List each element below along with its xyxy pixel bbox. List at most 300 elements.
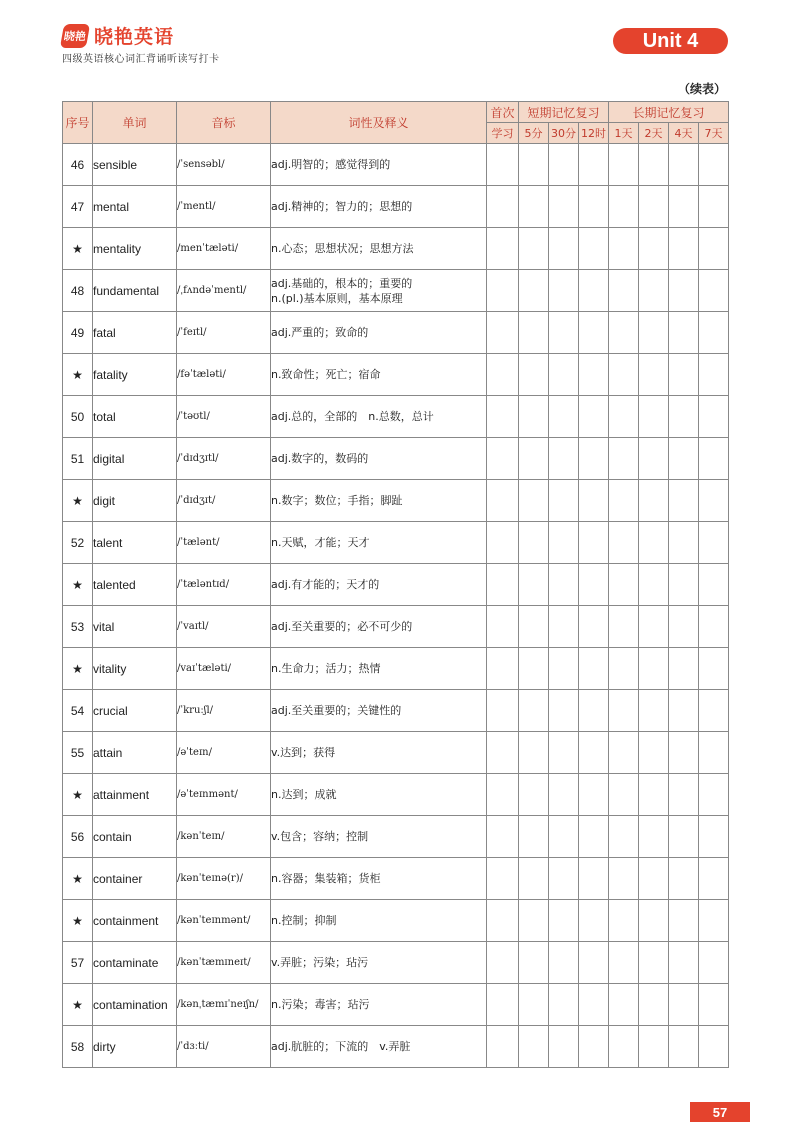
review-checkbox-cell[interactable] bbox=[487, 522, 519, 564]
row-number: ★ bbox=[63, 858, 93, 900]
review-checkbox-cell[interactable] bbox=[639, 480, 669, 522]
word-cell: fatal bbox=[93, 312, 177, 354]
word-cell: contamination bbox=[93, 984, 177, 1026]
review-checkbox-cell[interactable] bbox=[639, 438, 669, 480]
phonetic-cell: /ˈtəʊtl/ bbox=[177, 396, 271, 438]
phonetic-cell: /kənˈteɪnmənt/ bbox=[177, 900, 271, 942]
table-row bbox=[63, 144, 729, 186]
definition-cell bbox=[271, 438, 487, 480]
review-checkbox-cell[interactable] bbox=[609, 480, 639, 522]
review-checkbox-cell[interactable] bbox=[609, 858, 639, 900]
review-checkbox-cell[interactable] bbox=[669, 690, 699, 732]
table-row bbox=[63, 228, 729, 270]
definition-cell bbox=[271, 690, 487, 732]
row-number: ★ bbox=[63, 984, 93, 1026]
continued-label: （续表） bbox=[678, 82, 727, 96]
review-checkbox-cell[interactable] bbox=[579, 522, 609, 564]
header-first: 首次 bbox=[487, 102, 519, 123]
review-checkbox-cell[interactable] bbox=[487, 228, 519, 270]
table-row bbox=[63, 396, 729, 438]
review-checkbox-cell[interactable] bbox=[669, 228, 699, 270]
review-checkbox-cell[interactable] bbox=[487, 270, 519, 312]
review-checkbox-cell[interactable] bbox=[699, 438, 729, 480]
word-cell: mentality bbox=[93, 228, 177, 270]
review-checkbox-cell[interactable] bbox=[487, 144, 519, 186]
definition-cell bbox=[271, 1026, 487, 1068]
review-checkbox-cell[interactable] bbox=[699, 480, 729, 522]
definition-cell bbox=[271, 564, 487, 606]
review-checkbox-cell[interactable] bbox=[639, 648, 669, 690]
definition-line: v.包含；容纳；控制 bbox=[271, 830, 369, 843]
row-number: ★ bbox=[63, 900, 93, 942]
definition-line: adj.至关重要的；必不可少的 bbox=[271, 620, 413, 633]
review-checkbox-cell[interactable] bbox=[699, 774, 729, 816]
table-row bbox=[63, 522, 729, 564]
review-checkbox-cell[interactable] bbox=[549, 774, 579, 816]
phonetic-cell: /ˈtælənt/ bbox=[177, 522, 271, 564]
review-checkbox-cell[interactable] bbox=[609, 816, 639, 858]
review-checkbox-cell[interactable] bbox=[487, 396, 519, 438]
review-checkbox-cell[interactable] bbox=[639, 186, 669, 228]
review-checkbox-cell[interactable] bbox=[609, 648, 639, 690]
review-checkbox-cell[interactable] bbox=[519, 606, 549, 648]
table-row bbox=[63, 690, 729, 732]
review-checkbox-cell[interactable] bbox=[639, 774, 669, 816]
review-checkbox-cell[interactable] bbox=[487, 312, 519, 354]
definition-cell bbox=[271, 648, 487, 690]
definition-line: adj.明智的；感觉得到的 bbox=[271, 158, 391, 171]
review-checkbox-cell[interactable] bbox=[579, 144, 609, 186]
review-checkbox-cell[interactable] bbox=[519, 438, 549, 480]
review-checkbox-cell[interactable] bbox=[699, 858, 729, 900]
review-checkbox-cell[interactable] bbox=[487, 900, 519, 942]
review-checkbox-cell[interactable] bbox=[699, 732, 729, 774]
review-checkbox-cell[interactable] bbox=[669, 396, 699, 438]
review-checkbox-cell[interactable] bbox=[519, 564, 549, 606]
review-checkbox-cell[interactable] bbox=[519, 774, 549, 816]
row-number: 51 bbox=[63, 438, 93, 480]
phonetic-cell: /ˈtæləntɪd/ bbox=[177, 564, 271, 606]
header-meaning: 词性及释义 bbox=[271, 102, 487, 144]
review-checkbox-cell[interactable] bbox=[519, 858, 549, 900]
header-long-review: 长期记忆复习 bbox=[609, 102, 729, 123]
review-checkbox-cell[interactable] bbox=[519, 648, 549, 690]
definition-cell bbox=[271, 396, 487, 438]
review-checkbox-cell[interactable] bbox=[549, 438, 579, 480]
row-number: ★ bbox=[63, 564, 93, 606]
review-checkbox-cell[interactable] bbox=[669, 480, 699, 522]
word-cell: attain bbox=[93, 732, 177, 774]
review-checkbox-cell[interactable] bbox=[699, 186, 729, 228]
review-checkbox-cell[interactable] bbox=[519, 480, 549, 522]
review-checkbox-cell[interactable] bbox=[609, 228, 639, 270]
review-checkbox-cell[interactable] bbox=[669, 354, 699, 396]
review-checkbox-cell[interactable] bbox=[549, 312, 579, 354]
word-cell: digit bbox=[93, 480, 177, 522]
review-checkbox-cell[interactable] bbox=[699, 228, 729, 270]
review-checkbox-cell[interactable] bbox=[519, 942, 549, 984]
review-checkbox-cell[interactable] bbox=[549, 942, 579, 984]
row-number: 46 bbox=[63, 144, 93, 186]
row-number: 55 bbox=[63, 732, 93, 774]
review-checkbox-cell[interactable] bbox=[609, 186, 639, 228]
word-cell: fatality bbox=[93, 354, 177, 396]
word-cell: attainment bbox=[93, 774, 177, 816]
review-checkbox-cell[interactable] bbox=[699, 396, 729, 438]
word-cell: mental bbox=[93, 186, 177, 228]
review-checkbox-cell[interactable] bbox=[579, 438, 609, 480]
review-checkbox-cell[interactable] bbox=[699, 1026, 729, 1068]
definition-cell bbox=[271, 606, 487, 648]
book-subtitle: 四级英语核心词汇背诵听读写打卡 bbox=[62, 54, 220, 65]
review-checkbox-cell[interactable] bbox=[639, 732, 669, 774]
brand-logo bbox=[62, 22, 174, 49]
review-checkbox-cell[interactable] bbox=[699, 522, 729, 564]
review-checkbox-cell[interactable] bbox=[609, 144, 639, 186]
definition-line: n.生命力；活力；热情 bbox=[271, 662, 381, 675]
header-interval: 30分 bbox=[549, 123, 579, 144]
review-checkbox-cell[interactable] bbox=[609, 942, 639, 984]
definition-line: adj.数字的，数码的 bbox=[271, 452, 369, 465]
review-checkbox-cell[interactable] bbox=[609, 606, 639, 648]
review-checkbox-cell[interactable] bbox=[549, 228, 579, 270]
review-checkbox-cell[interactable] bbox=[549, 522, 579, 564]
review-checkbox-cell[interactable] bbox=[699, 942, 729, 984]
definition-line: adj.基础的，根本的；重要的 bbox=[271, 276, 413, 290]
review-checkbox-cell[interactable] bbox=[549, 354, 579, 396]
phonetic-cell: /fəˈtæləti/ bbox=[177, 354, 271, 396]
row-number: ★ bbox=[63, 354, 93, 396]
review-checkbox-cell[interactable] bbox=[487, 774, 519, 816]
review-checkbox-cell[interactable] bbox=[579, 648, 609, 690]
review-checkbox-cell[interactable] bbox=[519, 816, 549, 858]
review-checkbox-cell[interactable] bbox=[669, 942, 699, 984]
review-checkbox-cell[interactable] bbox=[549, 186, 579, 228]
review-checkbox-cell[interactable] bbox=[609, 396, 639, 438]
review-checkbox-cell[interactable] bbox=[519, 354, 549, 396]
header-no: 序号 bbox=[63, 102, 93, 144]
review-checkbox-cell[interactable] bbox=[609, 900, 639, 942]
row-number: 47 bbox=[63, 186, 93, 228]
review-checkbox-cell[interactable] bbox=[549, 648, 579, 690]
word-cell: container bbox=[93, 858, 177, 900]
review-checkbox-cell[interactable] bbox=[549, 858, 579, 900]
review-checkbox-cell[interactable] bbox=[549, 690, 579, 732]
definition-cell bbox=[271, 774, 487, 816]
review-checkbox-cell[interactable] bbox=[487, 564, 519, 606]
word-cell: talent bbox=[93, 522, 177, 564]
row-number: 58 bbox=[63, 1026, 93, 1068]
definition-line: n.控制；抑制 bbox=[271, 914, 337, 927]
review-checkbox-cell[interactable] bbox=[579, 270, 609, 312]
word-cell: talented bbox=[93, 564, 177, 606]
review-checkbox-cell[interactable] bbox=[519, 186, 549, 228]
review-checkbox-cell[interactable] bbox=[549, 270, 579, 312]
review-checkbox-cell[interactable] bbox=[487, 1026, 519, 1068]
phonetic-cell: /ˈvaɪtl/ bbox=[177, 606, 271, 648]
review-checkbox-cell[interactable] bbox=[579, 480, 609, 522]
review-checkbox-cell[interactable] bbox=[639, 942, 669, 984]
review-checkbox-cell[interactable] bbox=[639, 228, 669, 270]
review-checkbox-cell[interactable] bbox=[549, 144, 579, 186]
review-checkbox-cell[interactable] bbox=[669, 858, 699, 900]
page-number: 57 bbox=[690, 1102, 750, 1122]
review-checkbox-cell[interactable] bbox=[699, 900, 729, 942]
review-checkbox-cell[interactable] bbox=[487, 816, 519, 858]
review-checkbox-cell[interactable] bbox=[519, 732, 549, 774]
table-row bbox=[63, 858, 729, 900]
table-row bbox=[63, 354, 729, 396]
definition-line: n.心态；思想状况；思想方法 bbox=[271, 242, 414, 255]
word-cell: fundamental bbox=[93, 270, 177, 312]
review-checkbox-cell[interactable] bbox=[699, 690, 729, 732]
phonetic-cell: /ˌfʌndəˈmentl/ bbox=[177, 270, 271, 312]
table-row bbox=[63, 186, 729, 228]
word-cell: total bbox=[93, 396, 177, 438]
review-checkbox-cell[interactable] bbox=[639, 984, 669, 1026]
phonetic-cell: /ˈfeɪtl/ bbox=[177, 312, 271, 354]
review-checkbox-cell[interactable] bbox=[669, 1026, 699, 1068]
review-checkbox-cell[interactable] bbox=[487, 438, 519, 480]
review-checkbox-cell[interactable] bbox=[609, 438, 639, 480]
review-checkbox-cell[interactable] bbox=[669, 312, 699, 354]
definition-cell bbox=[271, 858, 487, 900]
review-checkbox-cell[interactable] bbox=[639, 312, 669, 354]
review-checkbox-cell[interactable] bbox=[519, 144, 549, 186]
row-number: 54 bbox=[63, 690, 93, 732]
review-checkbox-cell[interactable] bbox=[487, 648, 519, 690]
table-row bbox=[63, 942, 729, 984]
review-checkbox-cell[interactable] bbox=[579, 312, 609, 354]
review-checkbox-cell[interactable] bbox=[579, 732, 609, 774]
review-checkbox-cell[interactable] bbox=[609, 354, 639, 396]
review-checkbox-cell[interactable] bbox=[487, 606, 519, 648]
review-checkbox-cell[interactable] bbox=[699, 144, 729, 186]
review-checkbox-cell[interactable] bbox=[487, 942, 519, 984]
review-checkbox-cell[interactable] bbox=[579, 1026, 609, 1068]
review-checkbox-cell[interactable] bbox=[549, 396, 579, 438]
row-number: ★ bbox=[63, 648, 93, 690]
review-checkbox-cell[interactable] bbox=[609, 984, 639, 1026]
definition-cell bbox=[271, 480, 487, 522]
review-checkbox-cell[interactable] bbox=[639, 396, 669, 438]
review-checkbox-cell[interactable] bbox=[669, 144, 699, 186]
definition-cell bbox=[271, 522, 487, 564]
table-row bbox=[63, 606, 729, 648]
review-checkbox-cell[interactable] bbox=[699, 816, 729, 858]
review-checkbox-cell[interactable] bbox=[609, 1026, 639, 1068]
word-cell: digital bbox=[93, 438, 177, 480]
definition-line: adj.精神的；智力的；思想的 bbox=[271, 200, 413, 213]
review-checkbox-cell[interactable] bbox=[669, 522, 699, 564]
phonetic-cell: /kənˈteɪn/ bbox=[177, 816, 271, 858]
review-checkbox-cell[interactable] bbox=[487, 186, 519, 228]
review-checkbox-cell[interactable] bbox=[579, 816, 609, 858]
word-cell: contaminate bbox=[93, 942, 177, 984]
definition-cell bbox=[271, 942, 487, 984]
review-checkbox-cell[interactable] bbox=[579, 228, 609, 270]
logo-mark: 晓艳 bbox=[60, 24, 90, 48]
row-number: 49 bbox=[63, 312, 93, 354]
table-row bbox=[63, 438, 729, 480]
review-checkbox-cell[interactable] bbox=[549, 480, 579, 522]
review-checkbox-cell[interactable] bbox=[639, 522, 669, 564]
review-checkbox-cell[interactable] bbox=[549, 732, 579, 774]
header-interval: 1天 bbox=[609, 123, 639, 144]
definition-line: adj.有才能的；天才的 bbox=[271, 578, 380, 591]
table-row bbox=[63, 480, 729, 522]
review-checkbox-cell[interactable] bbox=[549, 816, 579, 858]
phonetic-cell: /ˈmentl/ bbox=[177, 186, 271, 228]
review-checkbox-cell[interactable] bbox=[639, 900, 669, 942]
review-checkbox-cell[interactable] bbox=[699, 984, 729, 1026]
review-checkbox-cell[interactable] bbox=[549, 900, 579, 942]
header-interval: 7天 bbox=[699, 123, 729, 144]
row-number: 56 bbox=[63, 816, 93, 858]
review-checkbox-cell[interactable] bbox=[609, 564, 639, 606]
review-checkbox-cell[interactable] bbox=[669, 186, 699, 228]
review-checkbox-cell[interactable] bbox=[519, 900, 549, 942]
definition-cell bbox=[271, 270, 487, 312]
review-checkbox-cell[interactable] bbox=[549, 606, 579, 648]
brand-name: 晓艳英语 bbox=[94, 26, 175, 48]
row-number: ★ bbox=[63, 228, 93, 270]
review-checkbox-cell[interactable] bbox=[699, 312, 729, 354]
review-checkbox-cell[interactable] bbox=[639, 1026, 669, 1068]
review-checkbox-cell[interactable] bbox=[669, 816, 699, 858]
review-checkbox-cell[interactable] bbox=[579, 564, 609, 606]
definition-line: n.致命性；死亡；宿命 bbox=[271, 368, 381, 381]
table-row bbox=[63, 312, 729, 354]
definition-line: adj.严重的；致命的 bbox=[271, 326, 369, 339]
review-checkbox-cell[interactable] bbox=[487, 480, 519, 522]
definition-cell bbox=[271, 144, 487, 186]
review-checkbox-cell[interactable] bbox=[579, 396, 609, 438]
review-checkbox-cell[interactable] bbox=[579, 774, 609, 816]
review-checkbox-cell[interactable] bbox=[609, 312, 639, 354]
row-number: 53 bbox=[63, 606, 93, 648]
phonetic-cell: /ˈdɪdʒɪtl/ bbox=[177, 438, 271, 480]
review-checkbox-cell[interactable] bbox=[699, 606, 729, 648]
review-checkbox-cell[interactable] bbox=[519, 228, 549, 270]
definition-line: adj.总的，全部的 n.总数，总计 bbox=[271, 410, 434, 423]
word-cell: containment bbox=[93, 900, 177, 942]
review-checkbox-cell[interactable] bbox=[669, 270, 699, 312]
definition-line: adj.肮脏的；下流的 v.弄脏 bbox=[271, 1040, 411, 1053]
review-checkbox-cell[interactable] bbox=[609, 774, 639, 816]
definition-line: n.污染；毒害；玷污 bbox=[271, 998, 370, 1011]
phonetic-cell: /kənˈtæmɪneɪt/ bbox=[177, 942, 271, 984]
review-checkbox-cell[interactable] bbox=[639, 144, 669, 186]
review-checkbox-cell[interactable] bbox=[639, 564, 669, 606]
review-checkbox-cell[interactable] bbox=[549, 984, 579, 1026]
review-checkbox-cell[interactable] bbox=[669, 900, 699, 942]
row-number: 52 bbox=[63, 522, 93, 564]
review-checkbox-cell[interactable] bbox=[519, 270, 549, 312]
review-checkbox-cell[interactable] bbox=[487, 858, 519, 900]
review-checkbox-cell[interactable] bbox=[639, 690, 669, 732]
review-checkbox-cell[interactable] bbox=[699, 648, 729, 690]
review-checkbox-cell[interactable] bbox=[699, 564, 729, 606]
review-checkbox-cell[interactable] bbox=[579, 186, 609, 228]
header-interval: 12时 bbox=[579, 123, 609, 144]
review-checkbox-cell[interactable] bbox=[579, 984, 609, 1026]
review-checkbox-cell[interactable] bbox=[579, 606, 609, 648]
review-checkbox-cell[interactable] bbox=[519, 690, 549, 732]
review-checkbox-cell[interactable] bbox=[487, 354, 519, 396]
phonetic-cell: /menˈtæləti/ bbox=[177, 228, 271, 270]
vocab-body bbox=[63, 144, 729, 1068]
header-phonetic: 音标 bbox=[177, 102, 271, 144]
review-checkbox-cell[interactable] bbox=[639, 606, 669, 648]
review-checkbox-cell[interactable] bbox=[519, 1026, 549, 1068]
word-cell: vitality bbox=[93, 648, 177, 690]
review-checkbox-cell[interactable] bbox=[639, 270, 669, 312]
review-checkbox-cell[interactable] bbox=[609, 270, 639, 312]
definition-line: v.达到；获得 bbox=[271, 746, 336, 759]
review-checkbox-cell[interactable] bbox=[609, 522, 639, 564]
definition-line: n.容器；集装箱；货柜 bbox=[271, 872, 381, 885]
review-checkbox-cell[interactable] bbox=[639, 858, 669, 900]
review-checkbox-cell[interactable] bbox=[669, 606, 699, 648]
table-row bbox=[63, 648, 729, 690]
definition-line: n.达到；成就 bbox=[271, 788, 337, 801]
table-row bbox=[63, 564, 729, 606]
definition-line: adj.至关重要的；关键性的 bbox=[271, 704, 402, 717]
review-checkbox-cell[interactable] bbox=[549, 564, 579, 606]
review-checkbox-cell[interactable] bbox=[519, 522, 549, 564]
review-checkbox-cell[interactable] bbox=[639, 816, 669, 858]
table-row bbox=[63, 270, 729, 312]
review-checkbox-cell[interactable] bbox=[669, 648, 699, 690]
review-checkbox-cell[interactable] bbox=[579, 858, 609, 900]
header-interval: 2天 bbox=[639, 123, 669, 144]
row-number: 57 bbox=[63, 942, 93, 984]
phonetic-cell: /ˈdɜːti/ bbox=[177, 1026, 271, 1068]
review-checkbox-cell[interactable] bbox=[669, 564, 699, 606]
review-checkbox-cell[interactable] bbox=[519, 396, 549, 438]
table-row bbox=[63, 900, 729, 942]
word-cell: sensible bbox=[93, 144, 177, 186]
word-cell: crucial bbox=[93, 690, 177, 732]
review-checkbox-cell[interactable] bbox=[579, 354, 609, 396]
review-checkbox-cell[interactable] bbox=[579, 690, 609, 732]
table-row bbox=[63, 816, 729, 858]
review-checkbox-cell[interactable] bbox=[609, 690, 639, 732]
phonetic-cell: /kənˈteɪnə(r)/ bbox=[177, 858, 271, 900]
review-checkbox-cell[interactable] bbox=[609, 732, 639, 774]
row-number: ★ bbox=[63, 774, 93, 816]
review-checkbox-cell[interactable] bbox=[487, 690, 519, 732]
review-checkbox-cell[interactable] bbox=[699, 270, 729, 312]
review-checkbox-cell[interactable] bbox=[487, 732, 519, 774]
review-checkbox-cell[interactable] bbox=[519, 984, 549, 1026]
review-checkbox-cell[interactable] bbox=[487, 984, 519, 1026]
header-interval: 5分 bbox=[519, 123, 549, 144]
review-checkbox-cell[interactable] bbox=[669, 984, 699, 1026]
review-checkbox-cell[interactable] bbox=[669, 732, 699, 774]
review-checkbox-cell[interactable] bbox=[669, 438, 699, 480]
review-checkbox-cell[interactable] bbox=[579, 942, 609, 984]
review-checkbox-cell[interactable] bbox=[669, 774, 699, 816]
review-checkbox-cell[interactable] bbox=[639, 354, 669, 396]
row-number: 48 bbox=[63, 270, 93, 312]
review-checkbox-cell[interactable] bbox=[519, 312, 549, 354]
definition-line: n.(pl.)基本原则，基本原理 bbox=[271, 291, 403, 305]
review-checkbox-cell[interactable] bbox=[579, 900, 609, 942]
review-checkbox-cell[interactable] bbox=[699, 354, 729, 396]
review-checkbox-cell[interactable] bbox=[549, 1026, 579, 1068]
